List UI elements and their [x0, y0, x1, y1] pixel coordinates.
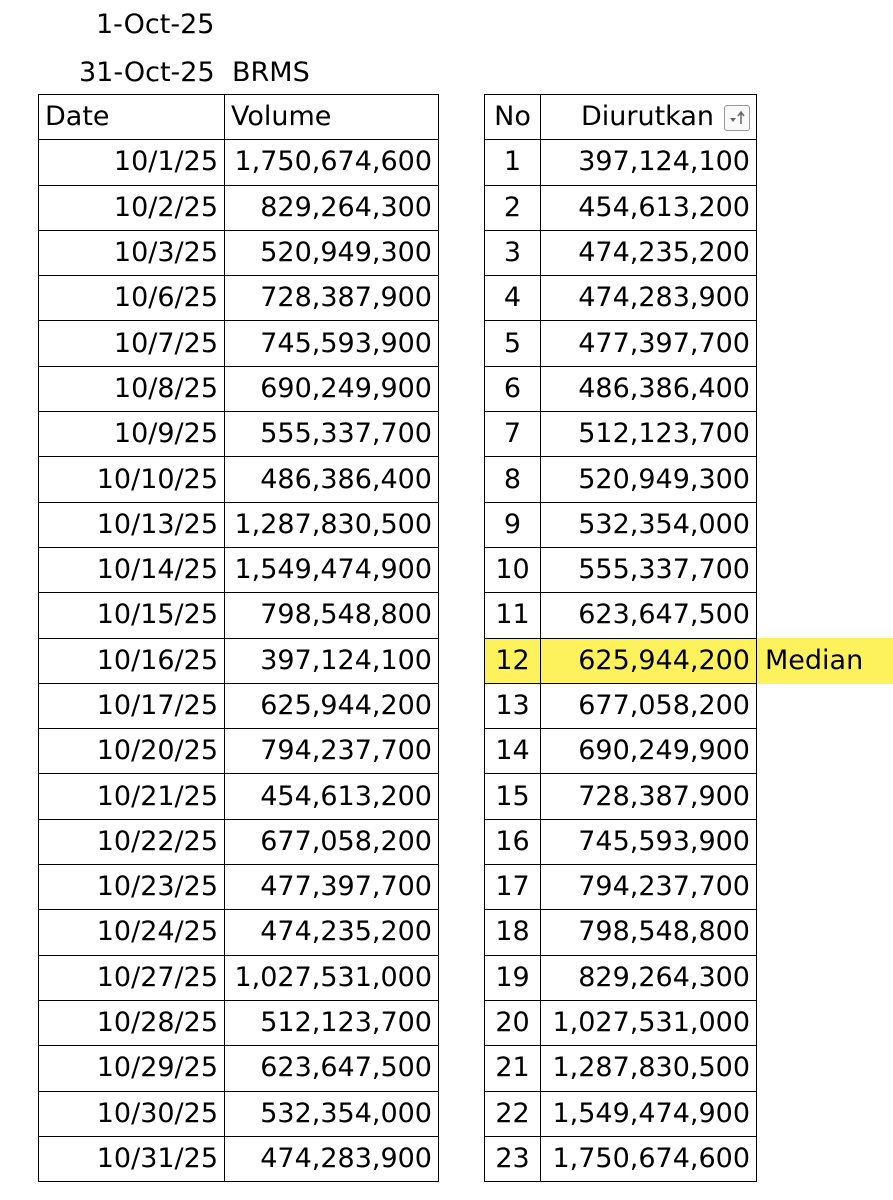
table-row	[39, 955, 439, 1000]
volume-cell[interactable]: 690,249,900	[225, 366, 439, 411]
volume-cell[interactable]: 798,548,800	[225, 593, 439, 638]
rank-cell[interactable]: 3	[485, 230, 541, 275]
date-cell[interactable]: 10/6/25	[39, 276, 225, 321]
table-row	[485, 230, 757, 275]
table-row	[39, 910, 439, 955]
table-row	[39, 683, 439, 728]
sorted-volume-cell[interactable]: 486,386,400	[541, 366, 757, 411]
sort-ascending-icon[interactable]	[724, 105, 750, 131]
ticker-cell[interactable]: BRMS	[232, 57, 310, 88]
table-header-row	[485, 95, 757, 140]
rank-cell[interactable]: 17	[485, 865, 541, 910]
date-cell[interactable]: 10/29/25	[39, 1046, 225, 1091]
volume-cell[interactable]: 486,386,400	[225, 457, 439, 502]
volume-cell[interactable]: 512,123,700	[225, 1000, 439, 1045]
sorted-volume-cell[interactable]: 1,027,531,000	[541, 1000, 757, 1045]
date-cell[interactable]: 10/1/25	[39, 140, 225, 185]
sorted-volume-cell[interactable]: 829,264,300	[541, 955, 757, 1000]
rank-cell[interactable]: 13	[485, 683, 541, 728]
rank-cell[interactable]: 2	[485, 185, 541, 230]
table-row	[39, 1136, 439, 1181]
sorted-volume-cell[interactable]: 690,249,900	[541, 729, 757, 774]
rank-cell[interactable]: 4	[485, 276, 541, 321]
sorted-volume-cell[interactable]: 794,237,700	[541, 865, 757, 910]
table-row	[39, 819, 439, 864]
table-row	[485, 321, 757, 366]
sorted-volume-cell[interactable]: 745,593,900	[541, 819, 757, 864]
volume-cell[interactable]: 829,264,300	[225, 185, 439, 230]
sorted-volume-table	[484, 94, 757, 1182]
table-row	[39, 457, 439, 502]
sorted-volume-cell[interactable]: 625,944,200	[541, 638, 757, 683]
table-row	[485, 1136, 757, 1181]
table-row	[485, 412, 757, 457]
sorted-volume-cell[interactable]: 397,124,100	[541, 140, 757, 185]
rank-cell[interactable]: 16	[485, 819, 541, 864]
rank-cell[interactable]: 8	[485, 457, 541, 502]
rank-cell[interactable]: 19	[485, 955, 541, 1000]
date-cell[interactable]: 10/20/25	[39, 729, 225, 774]
volume-cell[interactable]: 532,354,000	[225, 1091, 439, 1136]
table-row	[485, 1046, 757, 1091]
table-row	[39, 638, 439, 683]
rank-cell[interactable]: 7	[485, 412, 541, 457]
rank-cell[interactable]: 14	[485, 729, 541, 774]
table-row	[485, 185, 757, 230]
date-cell[interactable]: 10/14/25	[39, 547, 225, 592]
table-row	[485, 819, 757, 864]
rank-cell[interactable]: 1	[485, 140, 541, 185]
date-cell[interactable]: 10/23/25	[39, 865, 225, 910]
sorted-column-header-label: Diurutkan	[580, 101, 714, 133]
sorted-volume-cell[interactable]: 555,337,700	[541, 547, 757, 592]
table-row	[485, 276, 757, 321]
table-row	[39, 729, 439, 774]
date-cell[interactable]: 10/8/25	[39, 366, 225, 411]
volume-cell[interactable]: 474,235,200	[225, 910, 439, 955]
sorted-volume-cell[interactable]: 474,283,900	[541, 276, 757, 321]
sorted-volume-cell[interactable]: 1,750,674,600	[541, 1136, 757, 1181]
table-row	[39, 774, 439, 819]
volume-cell[interactable]: 1,027,531,000	[225, 955, 439, 1000]
sorted-volume-cell[interactable]: 1,287,830,500	[541, 1046, 757, 1091]
table-row	[39, 593, 439, 638]
table-row	[485, 865, 757, 910]
date-cell[interactable]: 10/30/25	[39, 1091, 225, 1136]
sorted-volume-cell[interactable]: 677,058,200	[541, 683, 757, 728]
date-cell[interactable]: 10/17/25	[39, 683, 225, 728]
volume-cell[interactable]: 794,237,700	[225, 729, 439, 774]
table-row	[485, 910, 757, 955]
rank-cell[interactable]: 15	[485, 774, 541, 819]
volume-cell[interactable]: 625,944,200	[225, 683, 439, 728]
table-row	[485, 502, 757, 547]
table-row	[485, 457, 757, 502]
end-date-cell[interactable]: 31-Oct-25	[79, 57, 215, 88]
rank-cell[interactable]: 23	[485, 1136, 541, 1181]
table-row	[485, 729, 757, 774]
sorted-volume-cell[interactable]: 623,647,500	[541, 593, 757, 638]
median-label-cell[interactable]: Median	[757, 638, 893, 684]
table-row	[39, 1046, 439, 1091]
table-row	[485, 140, 757, 185]
table-row	[485, 366, 757, 411]
sorted-volume-cell[interactable]: 728,387,900	[541, 774, 757, 819]
sorted-volume-cell[interactable]: 474,235,200	[541, 230, 757, 275]
sorted-volume-cell[interactable]: 798,548,800	[541, 910, 757, 955]
volume-cell[interactable]: 623,647,500	[225, 1046, 439, 1091]
volume-cell[interactable]: 397,124,100	[225, 638, 439, 683]
table-row	[485, 1091, 757, 1136]
date-cell[interactable]: 10/2/25	[39, 185, 225, 230]
table-row	[39, 276, 439, 321]
date-cell[interactable]: 10/3/25	[39, 230, 225, 275]
volume-cell[interactable]: 1,287,830,500	[225, 502, 439, 547]
rank-cell[interactable]: 10	[485, 547, 541, 592]
date-cell[interactable]: 10/9/25	[39, 412, 225, 457]
date-cell[interactable]: 10/31/25	[39, 1136, 225, 1181]
table-row	[39, 140, 439, 185]
no-column-header[interactable]: No	[485, 95, 541, 140]
sorted-volume-cell[interactable]: 512,123,700	[541, 412, 757, 457]
date-cell[interactable]: 10/28/25	[39, 1000, 225, 1045]
date-cell[interactable]: 10/13/25	[39, 502, 225, 547]
table-row	[485, 547, 757, 592]
sorted-column-header[interactable]	[541, 95, 757, 140]
rank-cell[interactable]: 22	[485, 1091, 541, 1136]
table-row	[39, 230, 439, 275]
volume-cell[interactable]: 1,549,474,900	[225, 547, 439, 592]
date-cell[interactable]: 10/22/25	[39, 819, 225, 864]
volume-cell[interactable]: 728,387,900	[225, 276, 439, 321]
volume-table	[38, 94, 439, 1182]
table-row	[485, 638, 757, 683]
rank-cell[interactable]: 11	[485, 593, 541, 638]
date-cell[interactable]: 10/15/25	[39, 593, 225, 638]
sorted-volume-cell[interactable]: 454,613,200	[541, 185, 757, 230]
date-cell[interactable]: 10/21/25	[39, 774, 225, 819]
table-row	[39, 321, 439, 366]
table-header-row	[39, 95, 439, 140]
rank-cell[interactable]: 12	[485, 638, 541, 683]
date-cell[interactable]: 10/16/25	[39, 638, 225, 683]
volume-cell[interactable]: 520,949,300	[225, 230, 439, 275]
rank-cell[interactable]: 5	[485, 321, 541, 366]
rank-cell[interactable]: 21	[485, 1046, 541, 1091]
rank-cell[interactable]: 18	[485, 910, 541, 955]
table-row	[39, 547, 439, 592]
table-row	[39, 1000, 439, 1045]
volume-cell[interactable]: 454,613,200	[225, 774, 439, 819]
volume-cell[interactable]: 474,283,900	[225, 1136, 439, 1181]
table-row	[485, 774, 757, 819]
rank-cell[interactable]: 20	[485, 1000, 541, 1045]
sorted-volume-cell[interactable]: 532,354,000	[541, 502, 757, 547]
volume-cell[interactable]: 555,337,700	[225, 412, 439, 457]
volume-cell[interactable]: 1,750,674,600	[225, 140, 439, 185]
date-cell[interactable]: 10/27/25	[39, 955, 225, 1000]
date-cell[interactable]: 10/7/25	[39, 321, 225, 366]
table-row	[39, 502, 439, 547]
table-row	[39, 185, 439, 230]
rank-cell[interactable]: 9	[485, 502, 541, 547]
volume-cell[interactable]: 677,058,200	[225, 819, 439, 864]
volume-cell[interactable]: 745,593,900	[225, 321, 439, 366]
volume-cell[interactable]: 477,397,700	[225, 865, 439, 910]
table-row	[39, 412, 439, 457]
table-row	[485, 593, 757, 638]
sorted-volume-cell[interactable]: 520,949,300	[541, 457, 757, 502]
date-column-header[interactable]: Date	[39, 95, 225, 140]
table-row	[39, 1091, 439, 1136]
table-row	[39, 366, 439, 411]
date-cell[interactable]: 10/10/25	[39, 457, 225, 502]
table-row	[39, 865, 439, 910]
table-row	[485, 955, 757, 1000]
volume-column-header[interactable]: Volume	[225, 95, 439, 140]
rank-cell[interactable]: 6	[485, 366, 541, 411]
table-row	[485, 1000, 757, 1045]
date-cell[interactable]: 10/24/25	[39, 910, 225, 955]
sorted-volume-cell[interactable]: 1,549,474,900	[541, 1091, 757, 1136]
start-date-cell[interactable]: 1-Oct-25	[96, 9, 215, 40]
sorted-volume-cell[interactable]: 477,397,700	[541, 321, 757, 366]
table-row	[485, 683, 757, 728]
